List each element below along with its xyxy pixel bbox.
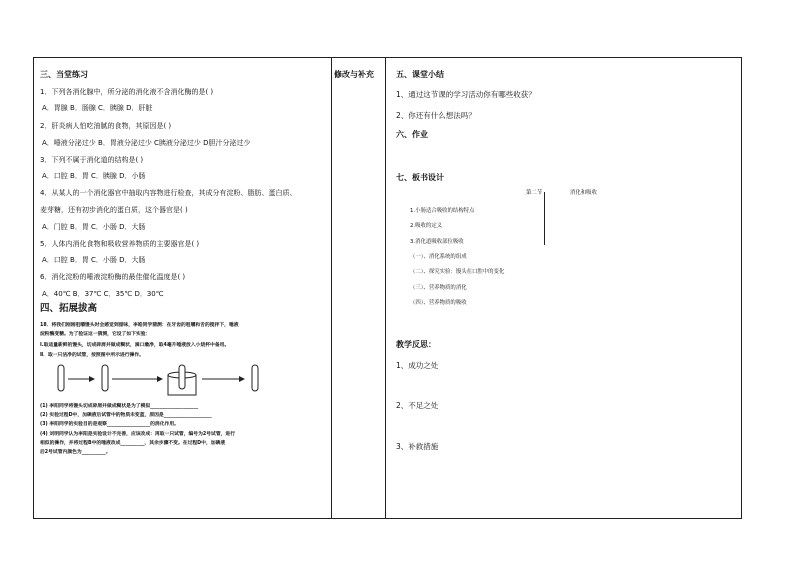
reflection-remedies: 3、补救措施 xyxy=(396,442,439,451)
reflection-shortcomings: 2、不足之处 xyxy=(396,401,439,410)
summary-question-2: 2、你还有什么想法吗？ xyxy=(396,111,476,120)
question-3-options: A．口腔 B．胃 C．胰腺 D．小肠 xyxy=(42,172,146,180)
experiment-diagram xyxy=(44,363,284,401)
question-2: 2．肝炎病人怕吃油腻的食物，其原因是( ) xyxy=(40,122,172,130)
extension-line-2: 淀粉酶变糖。为了验证这一猜测，它设了如下实验： xyxy=(40,332,151,337)
board-header-section: 第二节 xyxy=(526,190,543,196)
sub-question-4: (4) 刘明同学认为李阳是实验设计不完善，应该改成：再取一只试管，编号为2号试管，进行 xyxy=(40,432,236,437)
board-item-5: （二）、探究实验：馒头在口腔中的变化 xyxy=(410,269,505,275)
question-4-options: A．门腔 B．胃 C．小肠 D．大肠 xyxy=(42,223,146,231)
board-item-6: （三）、营养物质的消化 xyxy=(410,285,467,291)
extension-line-4: Ⅱ．取一只洁净的试管，按照图中所示进行操作。 xyxy=(40,353,144,358)
sub-question-1: (1) 李阳同学将馒头切成碎屑并做成糊状是为了模拟____________________ xyxy=(40,404,199,409)
section6-title: 六、作业 xyxy=(396,130,428,139)
revision-column xyxy=(332,58,385,518)
question-5-options: A．口腔 B．胃 C．小肠 D．大肠 xyxy=(42,256,146,264)
question-1: 1．下列各消化腺中，所分泌的消化液不含消化酶的是( ) xyxy=(40,88,214,96)
board-item-2: 2.吸收的定义 xyxy=(410,223,443,229)
board-header-topic: 消化和吸收 xyxy=(570,190,597,196)
question-1-options: A．胃腺 B．肠腺 C．胰腺 D．肝脏 xyxy=(42,104,153,112)
practice-column xyxy=(34,58,331,518)
reflection-title: 教学反思： xyxy=(396,340,436,349)
sub-question-2: (2) 实验过程D中，加碘液后试管中的物质未变蓝，原因是____________________ xyxy=(40,413,212,418)
question-2-options: A．唾液分泌过少 B．胃液分泌过少 C胰液分泌过少 D胆汁分泌过少 xyxy=(42,139,251,147)
extension-line-3: Ⅰ.取适量新鲜的馒头，切成碎屑并做成糊状，滴口漱净，取4毫升唾液放入小烧杯中备用。 xyxy=(40,343,230,348)
test-tube-b xyxy=(102,365,108,391)
question-5: 5．人体内消化食物和吸收营养物质的主要器官是( ) xyxy=(40,240,200,248)
summary-question-1: 1、通过这节课的学习活动你有哪些收获？ xyxy=(396,90,536,99)
section4-title: 四、拓展拔高 xyxy=(40,303,98,314)
sub-question-4-cont2: 后2号试管内颜色为__________。 xyxy=(40,450,111,455)
question-3: 3．下列不属于消化道的结构是( ) xyxy=(40,156,144,164)
sub-question-3: (3) 李阳同学的实验目的是观察__________________的消化作用。 xyxy=(40,422,179,427)
board-item-3: 3.消化道吸收部位吸收 xyxy=(410,239,464,245)
test-tube-a xyxy=(58,365,64,391)
lesson-plan-table xyxy=(33,57,742,519)
question-4: 4．从某人的一个消化器官中抽取内容物进行检查，其成分有淀粉、脂肪、蛋白质、 xyxy=(40,189,297,197)
test-tube-d xyxy=(252,365,258,391)
extension-line-1: 18．将我们刚刚咀嚼馒头时会感觉到甜味，李皓同学猜测：在牙齿的咀嚼和舌的搅拌下，唾液 xyxy=(40,323,239,328)
section3-title: 三、当堂练习 xyxy=(40,70,88,79)
question-6-options: A．40℃ B．37℃ C．35℃ D．30℃ xyxy=(42,290,164,298)
question-6: 6．消化淀粉的唾液淀粉酶的最佳催化温度是( ) xyxy=(40,273,186,281)
summary-column xyxy=(386,58,741,518)
section5-title: 五、课堂小结 xyxy=(396,70,444,79)
revision-title: 修改与补充 xyxy=(334,70,374,79)
board-item-7: （四）、营养物质的吸收 xyxy=(410,300,467,306)
reflection-success: 1、成功之处 xyxy=(396,361,439,370)
question-4-cont: 麦芽糖，还有初步消化的蛋白质，这个器官是( ) xyxy=(40,206,188,214)
sub-question-4-cont1: 相似的操作，并将过程B中的唾液改成__________，其余步骤不变。在过程D中，加碘液 xyxy=(40,441,226,446)
board-item-1: 1.小肠适合吸收的结构特点 xyxy=(410,208,475,214)
water-bath-beaker xyxy=(168,365,196,395)
board-item-4: （一）、消化系统的组成 xyxy=(410,254,467,260)
board-bracket-line xyxy=(544,192,545,245)
section7-title: 七、板书设计 xyxy=(396,173,444,182)
